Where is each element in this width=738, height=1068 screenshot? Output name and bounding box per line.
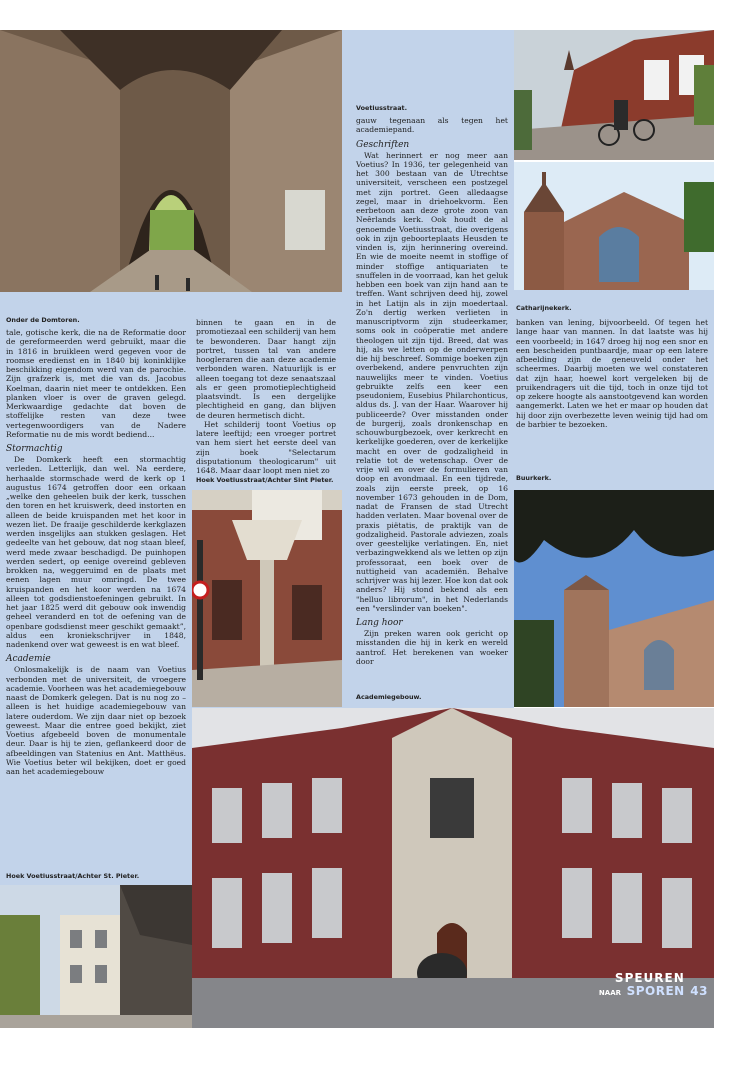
photo-hoek-achter-sint-pieter <box>192 490 342 707</box>
heading-lang-hoor: Lang hoor <box>356 618 403 628</box>
article-column-3 <box>356 116 508 666</box>
col1-paragraph-2: De Domkerk heeft een stormachtig verleden. Letterlijk, dan wel. Na eerdere, herhaalde stormschade werd de kerk op 1 augustus 1674 getroffen door een orkaan „welke den geheelen buik der kerk, tusschen den toren en het kruiswerk, deed instorten en alleen de beide kruispanden met het koor in wezen liet. De fraaije geschilderde kerkglazen werden insgelijks aan stukken geslagen. Het gedeelte van het gebouw, dat nog staan bleef, werd mede zwaar beschadigd. De puinhopen werden sedert, op eenige overeind gebleven brokken na, weggeruimd en de plaats met eenen lagen muur omringd. De twee kruispanden en het koor werden na 1674 alleen tot godsdienstoefeningen gebruikt. In het jaar 1825 werd dit gebouw ook inwendig geheel veranderd en tot de oefening van de openbare godsdienst meer geschikt gemaakt”, aldus een kroniekschrijver in 1848, nadenkend over wat geweest is en wat bleef. <box>6 455 186 649</box>
caption-buurkerk: Buurkerk. <box>516 474 552 482</box>
col2-paragraph-2: Het schilderij toont Voetius op latere leeftijd; een vroeger portret van hem siert het eerste deel van zijn boek "Selectarum disputationum theologicarum" uit 1648. Maar daar loopt men niet zo <box>196 419 336 475</box>
logo-line-sporen: SPOREN <box>626 984 685 998</box>
heading-stormachtig: Stormachtig <box>6 444 63 454</box>
photo-voetiusstraat <box>514 30 714 160</box>
photo-catharijnekerk <box>514 162 714 290</box>
logo-line-speuren: SPEUREN <box>614 971 685 985</box>
col3-paragraph-2: Wat herinnert er nog meer aan Voetius? In 1936, ter gelegenheid van het 300 bestaan van de Utrechtse universiteit, verscheen een postzegel met zijn portret. Geen alledaagse zegel, maar in driehoekvorm. Een eerbetoon aan deze grote zoon van Neêrlands kerk. Ook houdt de al genoemde Voetiusstraat, die overigens ook in zijn geboorteplaats Heusden te vinden is, zijn herinnering overeind. En wie de moeite neemt in stoffige of minder stoffige antiquariaten te snuffelen in de voorraad, kan het geluk hebben een boek van zijn hand aan te treffen. Want schrijven deed hij, zowel in het Latijn als in zijn moedertaal. Zo'n dertig werken verlieten in manuscriptvorm zijn studeerkamer, soms ook in coöperatie met andere theologen uit zijn tijd. Breed, dat was hij, als we letten op de onderwerpen die hij beschreef. Sommige boeken zijn overbekend, andere penvruchten zijn nauwelijks meer te vinden. Voetius gebruikte zelfs een keer een pseudoniem, Eusebius Philarchonticus, aldus ds. J. van der Haar. Waarover hij publiceerde? Over misstanden onder de burgerij, zoals dronkenschap en schouwburgbezoek, over kerkrecht en kerkelijke goederen, over de kerkelijke macht en over de godzaligheid in relatie tot de wetenschap. Over de vrije wil en over de formulieren van doop en avondmaal. En een tijdrede, zoals zijn eerste preek, op 16 november 1673 gehouden in de Dom, nadat de Fransen de stad Utrecht hadden verlaten. Maar bovenal over de praxis piëtatis, de praktijk van de godzaligheid. Pastorale adviezen, zoals over geestelijke verlatingen. En, niet verbazingwekkend als we letten op zijn professoraat, een boek over de nuttigheid van academiën. Behalve schrijver was hij lezer. Hoe kon dat ook anders? Hij stond bekend als een "helluo librorum", in het Nederlands een "verslinder van boeken". <box>356 150 508 613</box>
caption-voetiusstraat: Voetiusstraat. <box>356 104 408 112</box>
page-number: 43 <box>690 984 708 998</box>
article-column-1 <box>6 328 186 776</box>
article-column-4 <box>516 318 708 429</box>
article-column-2 <box>196 318 336 475</box>
caption-academiegebouw: Academiegebouw. <box>356 693 422 701</box>
series-logo <box>599 972 708 999</box>
photo-buurkerk <box>514 490 714 707</box>
col1-paragraph-1: tale, gotische kerk, die na de Reformatie door de gereformeerden werd gebruikt, maar die in 1816 in bruikleen werd gegeven voor de roomse eredienst en in 1840 bij koninklijke beschikking eigendom werd van de parochie. Zijn grafzerk is, met die van ds. Jacobus Koelman, daarin niet meer te ontdekken. Een planken vloer is over de graven gelegd. Merkwaardige gedachte dat boven de stoffelijke resten van deze twee vertegenwoordigers van de Nadere Reformatie nu de mis wordt bediend... <box>6 328 186 439</box>
photo-domtoren-arch <box>0 30 342 292</box>
heading-geschriften: Geschriften <box>356 139 410 150</box>
logo-line-naar: NAAR <box>598 989 622 997</box>
col3-paragraph-1: gauw tegenaan als tegen het academiepand. <box>356 116 508 135</box>
heading-academie: Academie <box>6 654 51 665</box>
col2-paragraph-1: binnen te gaan en in de promotiezaal een schilderij van hem te bewonderen. Daar hangt zijn portret, tussen tal van andere hoogleraren die aan deze academie verbonden waren. Natuurlijk is er alleen toegang tot deze senaatszaal als er geen promotieplechtigheid plaatsvindt. Is een dergelijke plechtigheid en gang, dan blijven de deuren hermetisch dicht. <box>196 318 336 420</box>
caption-catharijnekerk: Catharijnekerk. <box>516 304 572 312</box>
col1-paragraph-3: Onlosmakelijk is de naam van Voetius verbonden met de universiteit, de vroegere academie. Voorheen was het academiegebouw naast de Domkerk gelegen. Dat is nu nog zo – alleen is het huidige academiegebouw van latere ouderdom. We zijn daar niet op bezoek geweest. Maar die entree goed bekijkt, ziet Voetius afgebeeld boven de monumentale deur. Daar is hij te zien, geflankeerd door de afbeeldingen van Statenius en Ant. Matthëus. Wie Voetius beter wil bekijken, doet er goed aan het academiegebouw <box>6 665 186 776</box>
photo-hoek-achter-st-pieter <box>0 885 192 1028</box>
col3-paragraph-3: Zijn preken waren ook gericht op misstanden die hij in kerk en wereld aantrof. Het berekenen van woeker door <box>356 629 508 666</box>
caption-hoek-achter-sint-pieter: Hoek Voetiusstraat/Achter Sint Pieter. <box>196 476 334 484</box>
col4-paragraph-1: banken van lening, bijvoorbeeld. Of tegen het lange haar van mannen. In dat laatste was hij een voorbeeld; in 1647 droeg hij nog een snor en een bescheiden puntbaardje, maar op een latere afbeelding zijn de geneuveld onder het scheermes. Daarbij moeten we wel constateren dat zijn haar, hoewel kort vergeleken bij de pruikendragers uit die tijd, toch in onze tijd tot op zekere hoogte als aanstootgevend kan worden aangemerkt. Laten we het er maar op houden dat hij door zijn overbezette leven weinig tijd had om de barbier te bezoeken. <box>516 318 708 429</box>
caption-domtoren: Onder de Domtoren. <box>6 316 80 324</box>
caption-hoek-achter-st-pieter: Hoek Voetiusstraat/Achter St. Pieter. <box>6 872 140 880</box>
